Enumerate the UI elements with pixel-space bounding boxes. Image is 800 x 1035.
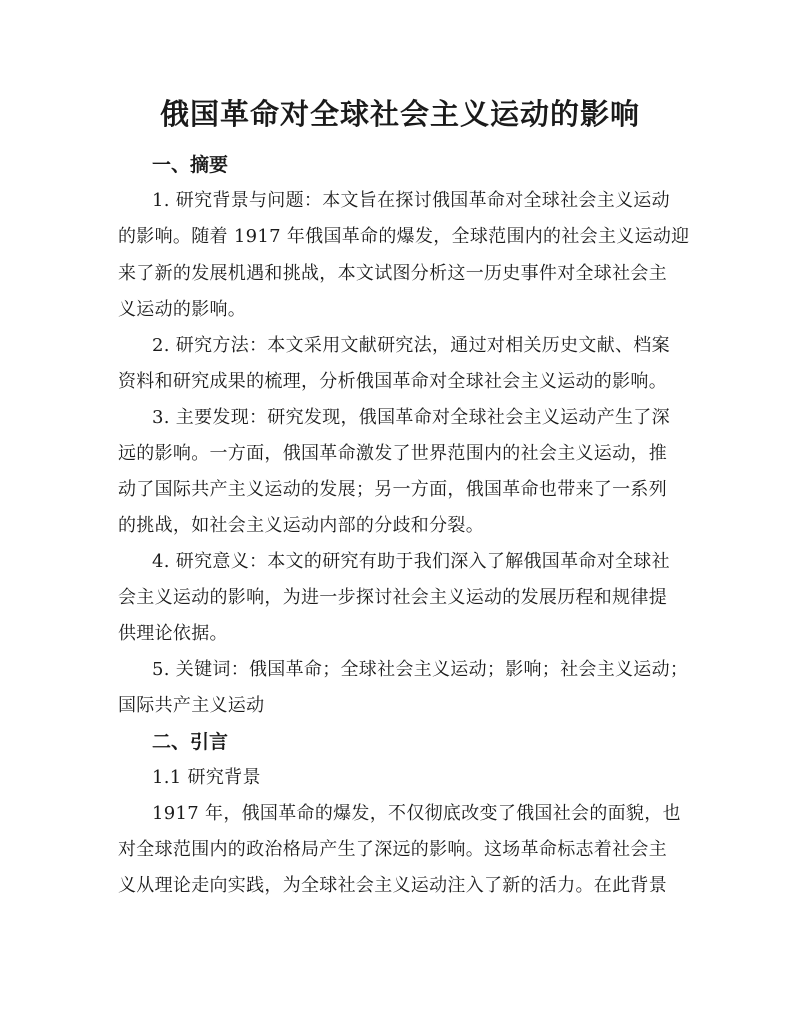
paragraph-line: 3. 主要发现：研究发现，俄国革命对全球社会主义运动产生了深 <box>152 407 670 428</box>
paragraph-line: 的挑战，如社会主义运动内部的分歧和分裂。 <box>118 515 484 536</box>
paragraph-line: 2. 研究方法：本文采用文献研究法，通过对相关历史文献、档案 <box>152 335 670 356</box>
paragraph-line: 动了国际共产主义运动的发展；另一方面，俄国革命也带来了一系列 <box>118 479 667 500</box>
section-heading-introduction: 二、引言 <box>152 731 229 753</box>
paragraph-line: 1. 研究背景与问题：本文旨在探讨俄国革命对全球社会主义运动 <box>152 190 670 211</box>
document-title: 俄国革命对全球社会主义运动的影响 <box>159 97 640 131</box>
paragraph-line: 远的影响。一方面，俄国革命激发了世界范围内的社会主义运动，推 <box>118 443 667 464</box>
paragraph-line: 对全球范围内的政治格局产生了深远的影响。这场革命标志着社会主 <box>118 839 667 860</box>
paragraph-line: 1917 年，俄国革命的爆发，不仅彻底改变了俄国社会的面貌，也 <box>152 803 681 824</box>
paragraph-line: 5. 关键词：俄国革命；全球社会主义运动；影响；社会主义运动； <box>152 659 689 680</box>
paragraph-line: 义运动的影响。 <box>118 299 247 320</box>
paragraph-line: 供理论依据。 <box>118 623 228 644</box>
paragraph-line: 资料和研究成果的梳理，分析俄国革命对全球社会主义运动的影响。 <box>118 371 667 392</box>
paragraph-line: 义从理论走向实践，为全球社会主义运动注入了新的活力。在此背景 <box>118 875 667 896</box>
section-heading-abstract: 一、摘要 <box>152 154 229 176</box>
paragraph-line: 4. 研究意义：本文的研究有助于我们深入了解俄国革命对全球社 <box>152 551 670 572</box>
paragraph-line: 会主义运动的影响，为进一步探讨社会主义运动的发展历程和规律提 <box>118 587 667 608</box>
paragraph-line: 的影响。随着 1917 年俄国革命的爆发，全球范围内的社会主义运动迎 <box>118 226 690 247</box>
subsection-heading: 1.1 研究背景 <box>152 767 261 788</box>
paragraph-line: 来了新的发展机遇和挑战，本文试图分析这一历史事件对全球社会主 <box>118 263 667 284</box>
paragraph-line: 国际共产主义运动 <box>118 695 265 716</box>
